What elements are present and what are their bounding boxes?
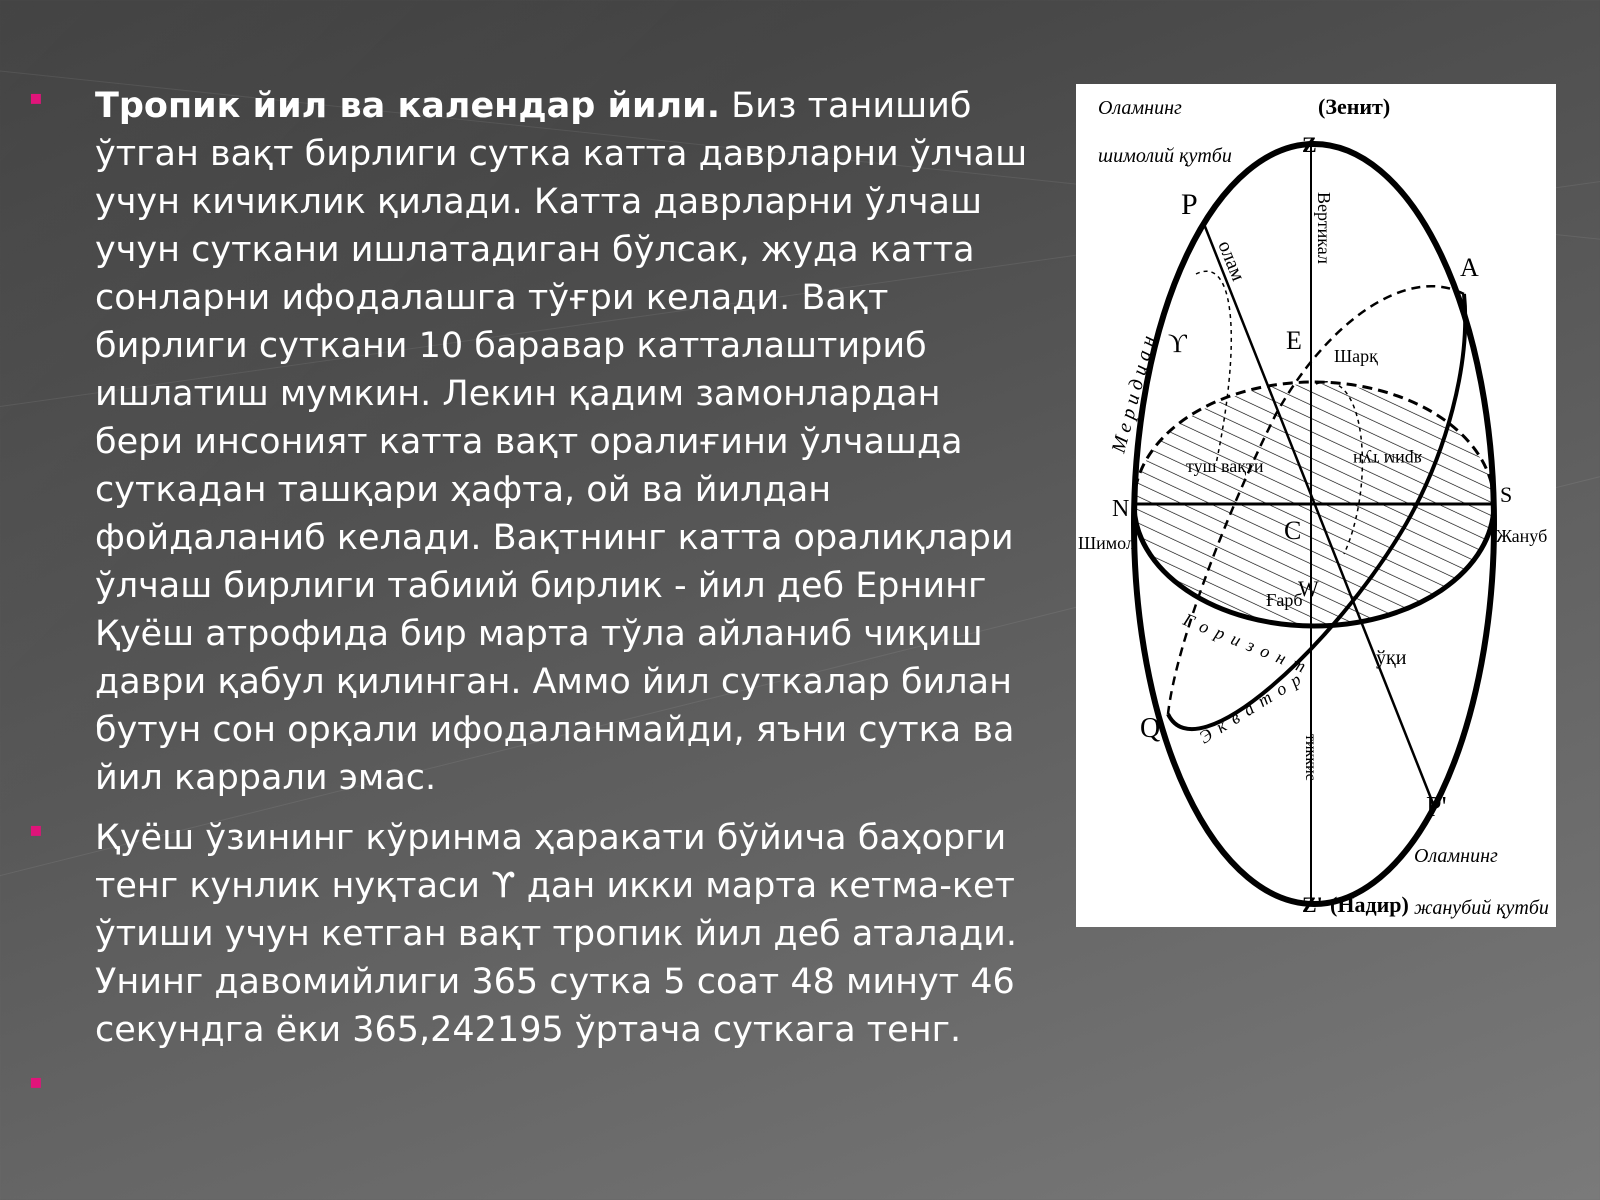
label-noon: туш вақти [1186, 456, 1264, 476]
label-vertical: Вертикал [1314, 192, 1334, 264]
label-C: C [1284, 516, 1302, 545]
label-midnight: ярим тун [1352, 450, 1422, 470]
label-P: P [1181, 188, 1198, 221]
label-south-pole-line1: Оламнинг [1414, 845, 1498, 867]
label-A: A [1460, 253, 1479, 282]
label-P-prime: P' [1426, 792, 1447, 823]
label-plumb: тиккис [1302, 734, 1319, 781]
label-south-pole-line2: жанубий қутби [1414, 897, 1549, 919]
celestial-sphere-diagram [1076, 84, 1556, 927]
label-S: S [1500, 482, 1513, 507]
label-axis: ўқи [1376, 647, 1407, 669]
bullet-icon: ▪ [29, 85, 43, 109]
label-Q: Q [1140, 713, 1161, 744]
label-meridian: Меридиан [1107, 328, 1162, 456]
paragraph-2-body: Қуёш ўзининг кўринма ҳаракати бўйича баҳорги тенг кунлик нуқтаси ϒ дан икки марта кетма-кет ўтиши учун кетган вақт тропик йил деб аталади. Унинг давомийлиги 365 сутка 5 соат 48 минут 46 секундга ёки 365,242195 ўртача суткага тенг. [95, 818, 1018, 1050]
paragraph-1 [22, 82, 1032, 802]
label-south: Жануб [1496, 526, 1548, 546]
label-horizon: Горизонт [1180, 609, 1316, 680]
label-east: Шарқ [1334, 346, 1378, 366]
label-Z-prime: Z' [1302, 892, 1323, 917]
label-north-pole-line2: шимолий қутби [1098, 145, 1232, 167]
label-north-pole-line1: Оламнинг [1098, 97, 1182, 119]
label-world-axis: олам [1213, 237, 1250, 285]
label-Z: Z [1302, 132, 1317, 157]
label-west: Ғарб [1266, 590, 1303, 610]
slide-text [22, 82, 1032, 1118]
label-N: N [1112, 496, 1130, 522]
label-W: W [1298, 576, 1319, 601]
bullet-icon: ▪ [29, 1069, 43, 1093]
paragraph-1-heading: Тропик йил ва календар йили. [95, 86, 720, 126]
paragraph-3-empty [22, 1066, 1032, 1106]
paragraph-1-body: Биз танишиб ўтган вақт бирлиги сутка катта даврларни ўлчаш учун кичиклик қилади. Катта даврларни ўлчаш учун суткани ишлатадиган бўлсак, жуда катта сонларни ифодалашга тўғри келади. Вақт бирлиги суткани 10 баравар катталаштириб ишлатиш мумкин. Лекин қадим замонлардан бери инсоният катта вақт оралиғини ўлчашда суткадан ташқари ҳафта, ой ва йилдан фойдаланиб келади. Вақтнинг катта оралиқлари ўлчаш бирлиги табиий бирлик - йил деб Ернинг Қуёш атрофида бир марта тўла айланиб чиқиш даври қабул қилинган. Аммо йил суткалар билан бутун сон орқали ифодаланмайди, яъни сутка ва йил каррали эмас. [95, 86, 1028, 798]
label-nadir: (Надир) [1330, 892, 1409, 917]
label-aries: ϒ [1168, 329, 1187, 358]
label-north: Шимол [1078, 533, 1135, 553]
paragraph-2 [22, 814, 1032, 1054]
label-equator: Экватор [1195, 664, 1312, 748]
label-E: E [1286, 326, 1302, 355]
label-zenith: (Зенит) [1318, 94, 1391, 119]
bullet-icon: ▪ [29, 817, 43, 841]
